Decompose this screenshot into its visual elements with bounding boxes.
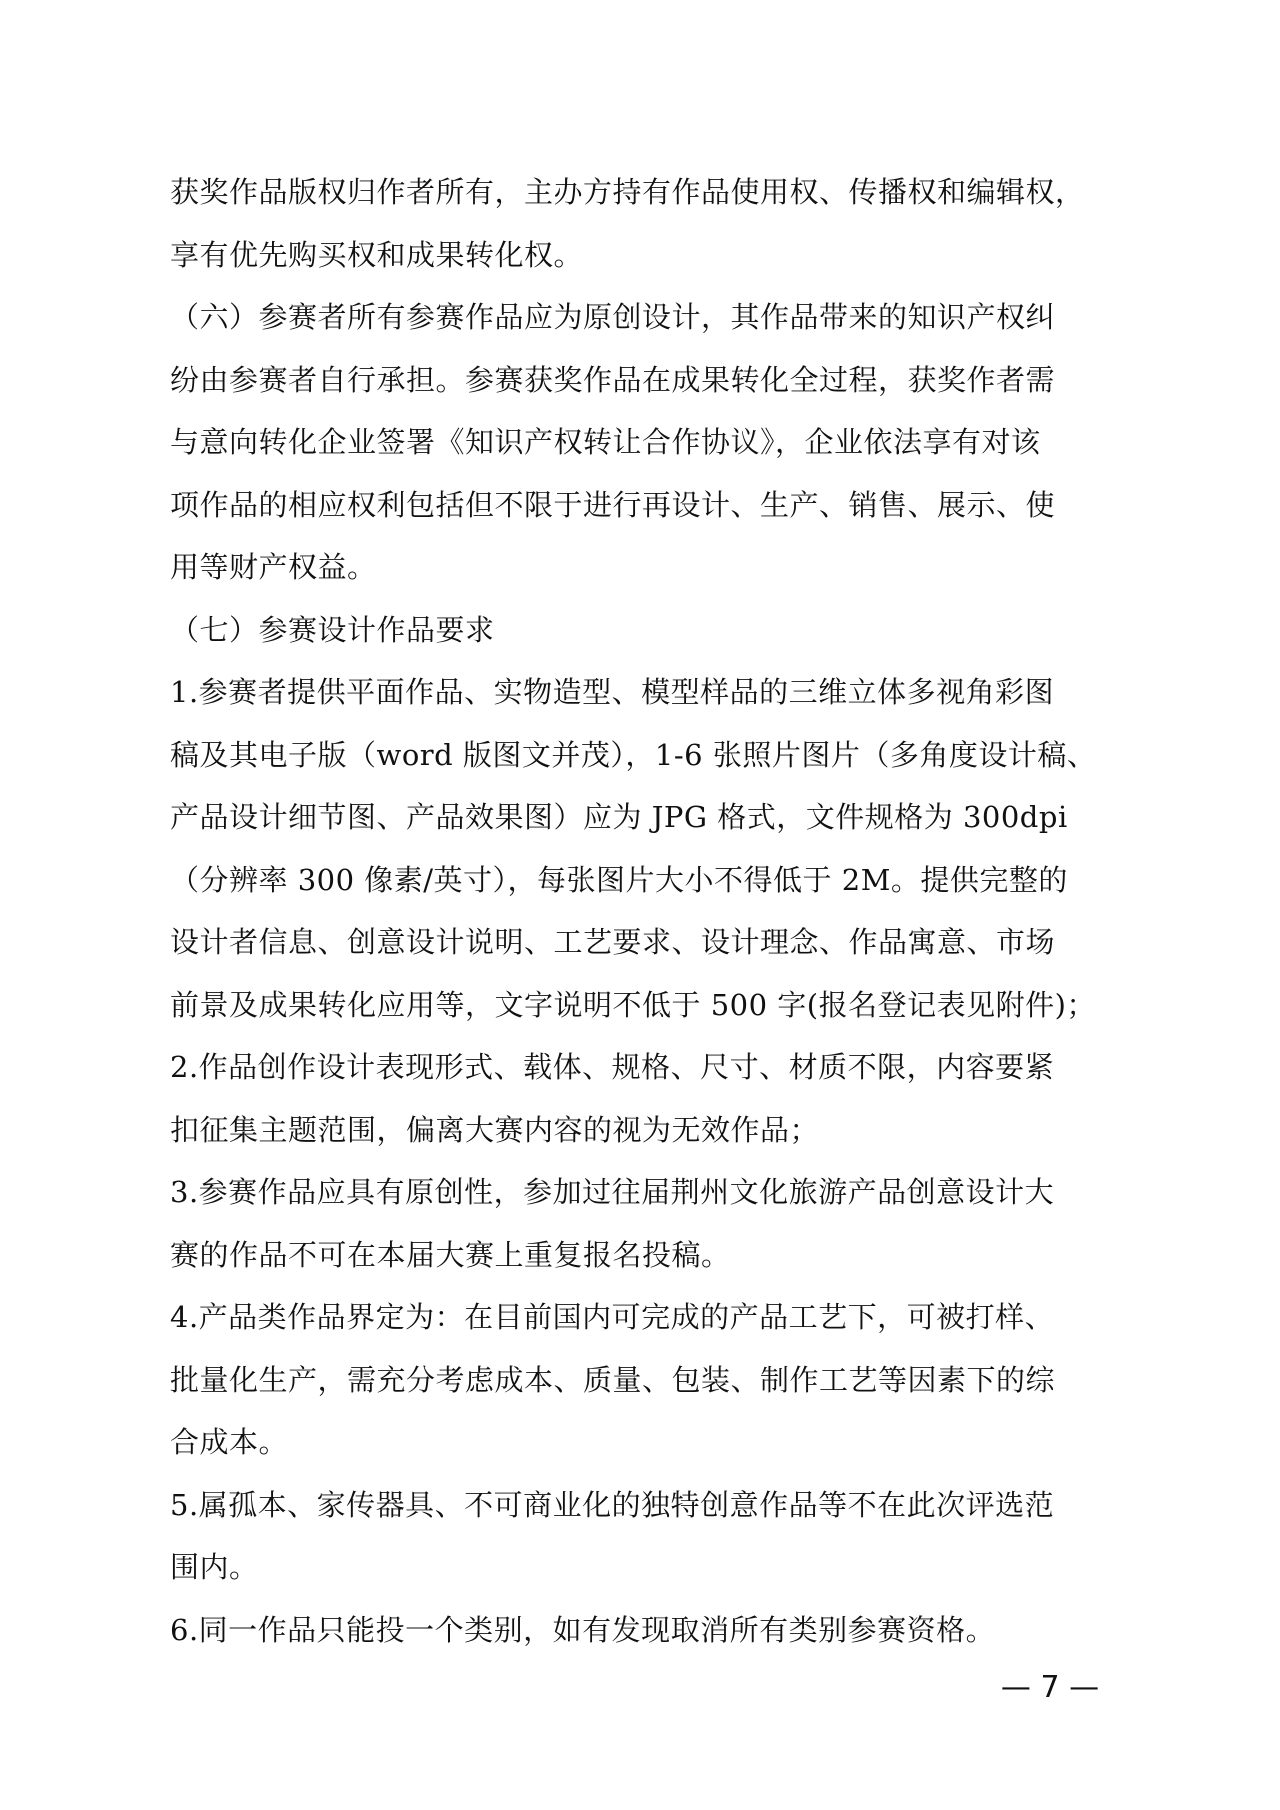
- text-line: 与意向转化企业签署《知识产权转让合作协议》，企业依法享有对该: [170, 425, 1041, 459]
- text-line: （六）参赛者所有参赛作品应为原创设计，其作品带来的知识产权纠: [170, 300, 1056, 334]
- text-line: 纷由参赛者自行承担。参赛获奖作品在成果转化全过程，获奖作者需: [170, 363, 1056, 397]
- text-line: 赛的作品不可在本届大赛上重复报名投稿。: [170, 1238, 731, 1272]
- text-line: 稿及其电子版（word 版图文并茂），1-6 张照片图片（多角度设计稿、: [170, 738, 1097, 772]
- text-line: 获奖作品版权归作者所有，主办方持有作品使用权、传播权和编辑权，: [170, 175, 1085, 209]
- text-line: 批量化生产，需充分考虑成本、质量、包装、制作工艺等因素下的综: [170, 1363, 1056, 1397]
- text-line: 设计者信息、创意设计说明、工艺要求、设计理念、作品寓意、市场: [170, 925, 1056, 959]
- text-line: 6.同一作品只能投一个类别，如有发现取消所有类别参赛资格。: [170, 1613, 996, 1647]
- page-number: — 7 —: [1000, 1670, 1100, 1705]
- text-line: 前景及成果转化应用等，文字说明不低于 500 字(报名登记表见附件)；: [170, 988, 1096, 1022]
- text-line: 合成本。: [170, 1425, 289, 1459]
- text-line: （分辨率 300 像素/英寸），每张图片大小不得低于 2M。提供完整的: [170, 863, 1068, 897]
- text-line: 1.参赛者提供平面作品、实物造型、模型样品的三维立体多视角彩图: [170, 675, 1055, 709]
- text-line: 享有优先购买权和成果转化权。: [170, 238, 584, 272]
- section-heading: （七）参赛设计作品要求: [170, 613, 495, 647]
- text-line: 4.产品类作品界定为：在目前国内可完成的产品工艺下，可被打样、: [170, 1300, 1055, 1334]
- text-line: 2.作品创作设计表现形式、载体、规格、尺寸、材质不限，内容要紧: [170, 1050, 1055, 1084]
- text-line: 产品设计细节图、产品效果图）应为 JPG 格式，文件规格为 300dpi: [170, 800, 1068, 834]
- text-line: 项作品的相应权利包括但不限于进行再设计、生产、销售、展示、使: [170, 488, 1056, 522]
- text-line: 3.参赛作品应具有原创性，参加过往届荆州文化旅游产品创意设计大: [170, 1175, 1055, 1209]
- text-line: 扣征集主题范围，偏离大赛内容的视为无效作品；: [170, 1113, 820, 1147]
- text-line: 用等财产权益。: [170, 550, 377, 584]
- text-line: 围内。: [170, 1550, 259, 1584]
- text-line: 5.属孤本、家传器具、不可商业化的独特创意作品等不在此次评选范: [170, 1488, 1055, 1522]
